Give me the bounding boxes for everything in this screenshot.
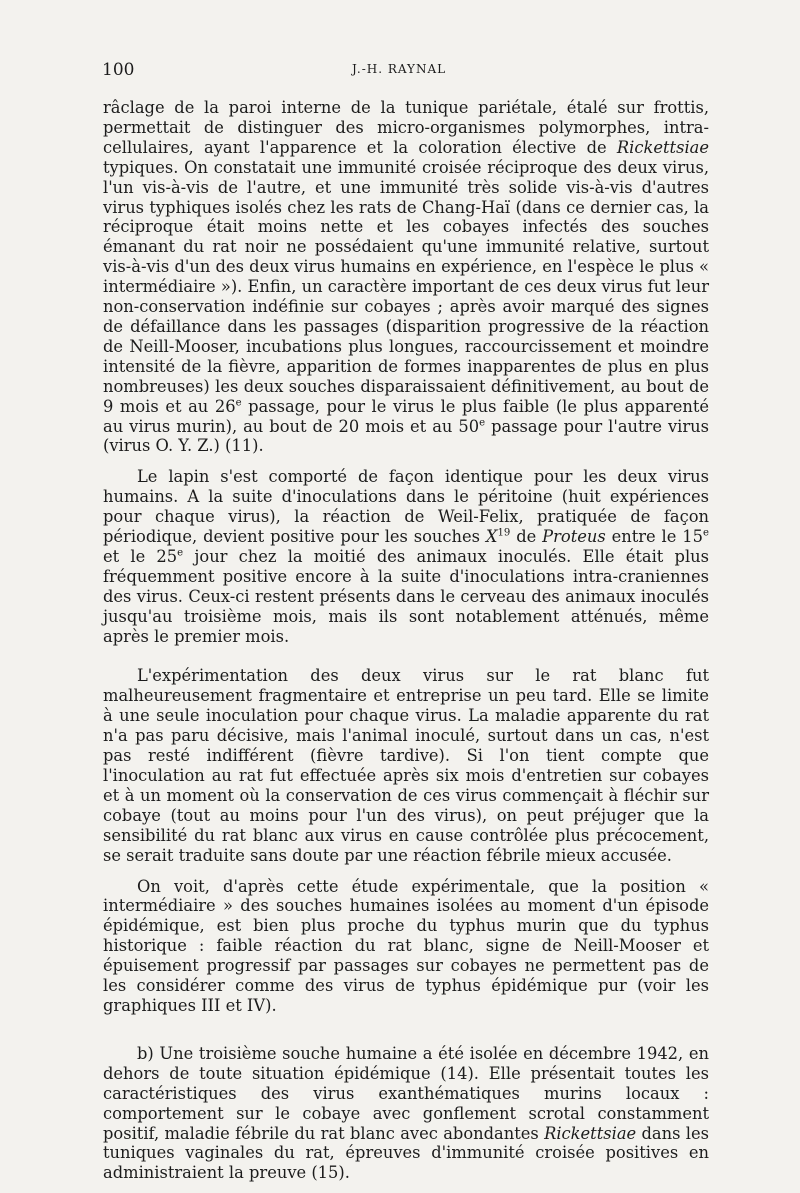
italic-term: Proteus xyxy=(542,527,606,547)
italic-term: Rickettsiae xyxy=(544,1123,637,1143)
text-run: de xyxy=(510,527,543,547)
superscript: e xyxy=(703,527,709,539)
superscript: e xyxy=(235,397,242,409)
text-run: dans les tuniques vaginales du rat, épreuves d'immunité croisée positives en administraient la preuve (15). xyxy=(103,1123,709,1183)
page-header xyxy=(102,60,722,84)
superscript: e xyxy=(479,417,486,429)
paragraph xyxy=(103,666,709,865)
italic-term: X xyxy=(485,527,498,547)
superscript: 19 xyxy=(497,527,511,539)
text-run: L'expérimentation des deux virus sur le rat blanc fut malheureusement fragmentaire et entreprise un peu tard. Elle se limite à une seule inoculation pour chaque virus. La maladie apparente du rat n'a pas paru décisive, mais l'animal inoculé, surtout dans un cas, n'est pas resté indifférent (fièvre tardive). Si l'on tient compte que l'inoculation au rat fut effectuée après six mois d'entretien sur cobayes et à un moment où la conservation de ces virus commençait à fléchir sur cobaye (tout au moins pour l'un des virus), on peut préjuger que la sensibilité du rat blanc aux virus en cause contrôlée plus précocement, se serait traduite sans doute par une réaction fébrile mieux accusée. xyxy=(103,666,709,865)
superscript: e xyxy=(177,547,184,559)
paragraph xyxy=(103,467,709,646)
text-run: râclage de la paroi interne de la tunique pariétale, étalé sur frottis, permettait de distinguer des micro-organismes polymorphes, intra-cellulaires, ayant l'apparence et la coloration élective de xyxy=(103,98,709,157)
running-head: J.-H. RAYNAL xyxy=(352,62,447,76)
text-run: passage pour l'autre virus (virus O. Y. Z.) (11). xyxy=(103,416,709,456)
text-run: On voit, d'après cette étude expérimentale, que la position « intermédiaire » des souches humaines isolées au moment d'un épisode épidémique, est bien plus proche du typhus murin que du typhus historique : faible réaction du rat blanc, signe de Neill-Mooser et épuisement progressif par passages sur cobayes ne permettent pas de les considérer comme des virus de typhus épidémique pur (voir les graphiques III et IV). xyxy=(103,876,709,1015)
text-run: Le lapin s'est comporté de façon identique pour les deux virus humains. A la suite d'inoculations dans le péritoine (huit expériences pour chaque virus), la réaction de Weil-Felix, pratiquée de façon périodique, devient positive pour les souches xyxy=(103,467,709,547)
paragraph xyxy=(103,877,709,1016)
text-run: typiques. On constatait une immunité croisée réciproque des deux virus, l'un vis-à-vis de l'autre, et une immunité très solide vis-à-vis d'autres virus typhiques isolés chez les rats de Chang-Haï (dans ce dernier cas, la réciproque était moins nette et les cobayes infectés des souches émanant du rat noir ne possédaient qu'une immunité relative, surtout vis-à-vis d'un des deux virus humains en expérience, en l'espèce le plus « intermédiaire »). Enfin, un caractère important de ces deux virus fut leur non-conservation indéfinie sur cobayes ; après avoir marqué des signes de défaillance dans les passages (disparition progressive de la réaction de Neill-Mooser, incubations plus longues, raccourcissement et moindre intensité de la fièvre, apparition de formes inapparentes de plus en plus nombreuses) les deux souches disparaissaient définitivement, au bout de 9 mois et au 26 xyxy=(103,157,710,416)
text-run: passage, pour le virus le plus faible (le plus apparenté au virus murin), au bout de 20 mois et au 50 xyxy=(103,396,709,436)
text-run: b) Une troisième souche humaine a été isolée en décembre 1942, en dehors de toute situation épidémique (14). Elle présentait toutes les caractéristiques des virus exanthématiques murins locaux : comportement sur le cobaye avec gonflement scrotal constamment positif, maladie fébrile du rat blanc avec abondantes xyxy=(103,1043,709,1143)
paragraph xyxy=(103,1044,709,1183)
text-run: entre le 15 xyxy=(605,527,703,547)
text-run: et le 25 xyxy=(103,546,178,566)
paragraph xyxy=(103,98,709,456)
page-number: 100 xyxy=(102,60,135,80)
italic-term: Rickettsiae xyxy=(616,137,709,157)
text-run: jour chez la moitié des animaux inoculés. Elle était plus fréquemment positive encore à la suite d'inoculations intra-craniennes des virus. Ceux-ci restent présents dans le cerveau des animaux inoculés jusqu'au troisième mois, mais ils sont notablement atténués, même après le premier mois. xyxy=(103,546,710,646)
body-text xyxy=(103,98,709,1183)
